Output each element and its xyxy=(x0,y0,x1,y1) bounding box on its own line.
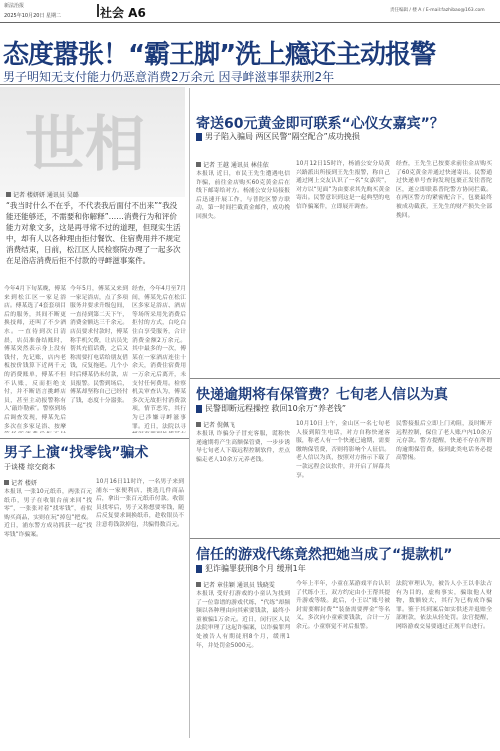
story2-subheadline xyxy=(196,131,360,142)
story3-byline-text: 记者 倪佩飞 xyxy=(203,422,235,429)
divider xyxy=(0,438,189,439)
photo-calligraphy: 世相 xyxy=(25,110,145,180)
story2-column-3: 经查，王先生已按要求前往金店购买了60克黄金并通过快递寄出。民警通过快递单号查询发现包裹正发往普陀区，遂立即联系普陀警方协同拦截。在两区警方的紧密配合下，包裹最终被成功截获，王先生的财产损失全部挽回。 xyxy=(396,161,492,219)
lead-headline: 态度嚣张！“霸王脚”洗上瘾还主动报警 xyxy=(3,40,436,70)
byline-marker xyxy=(196,582,201,587)
issue-date: 2025年10月20日 星期二 xyxy=(4,13,62,19)
story5-column-1: 本报讯 受好打游戏的小童认为找到了一位靠谱的游戏代练，“代练”却频频以各种理由向其索要钱款，最终小童被骗1万余元。近日，闵行区人民法院审理了这起诈骗案，以诈骗罪判处被告人有期徒刑8个月，缓刑1年，并处罚金5000元。 xyxy=(196,591,290,649)
story5-byline-text: 记者 章佳颖 通讯员 钱晓雯 xyxy=(203,582,275,589)
lead-photo xyxy=(0,87,185,197)
lead-byline-text: 记者 楼妍妍 通讯员 吴璐 xyxy=(13,192,79,199)
subhead-marker xyxy=(196,133,202,141)
story3-column-2: 10月10日上午，金山区一名七旬老人接到陌生电话，对方自称快递客服，称老人有一个快递已逾期，需要缴纳保管费，否则将影响个人征信。老人信以为真，按照对方指示下载了一款远程会议软件，并开启了屏幕共享。 xyxy=(296,421,390,479)
story4-byline-text: 记者 楼妍 xyxy=(11,480,37,487)
lead-byline xyxy=(6,190,79,199)
subhead-marker xyxy=(196,405,202,413)
byline-marker xyxy=(196,162,201,167)
lead-column-2: 今年5月，傅某又来到一家足浴店，点了多项服务并要求升级包间，一直待到第二天下午，消费金额达三千余元。店员要求付款时，傅某称手机欠费，让店员先帮其充值话费，之后又称需要打电话给朋友借钱，反复拖延。几个小时后傅某仍未付款，店员报警。民警到场后，傅某却坚称自己已经付了钱，态度十分嚣张。 xyxy=(70,286,128,404)
masthead xyxy=(0,0,500,23)
story2-byline xyxy=(196,160,269,169)
story4-byline xyxy=(4,478,37,487)
divider xyxy=(190,378,500,379)
divider xyxy=(190,538,500,539)
story5-byline xyxy=(196,580,275,589)
story5-column-3: 法院审理认为，被告人小王以非法占有为目的，虚构事实，骗取他人财物，数额较大，其行为已构成诈骗罪。鉴于其到案后如实供述并退赔全部赃款，依法从轻处罚。法官提醒，网络游戏交易要通过正规平台进行。 xyxy=(396,581,492,630)
story4-subheadline: 于谈楼 综交商本 xyxy=(4,463,56,471)
section-marker xyxy=(97,4,99,17)
byline-marker xyxy=(6,192,11,197)
lead-column-3: 经查，今年4月至7月间，傅某先后在松江区多家足浴店、酒店等场所采用先消费后拒付的方式，白吃白住白享受服务，合计消费金额2万余元。其中最多的一次，傅某在一家酒店连住十余天，消费住宿费用一万余元后离开，未支付任何费用。检察机关审查认为，傅某多次无故拒付消费款项，情节恶劣，其行为已涉嫌寻衅滋事罪。近日，法院以寻 xyxy=(132,286,186,430)
story2-subheadline-text: 男子陷入骗局 两区民警“隔空配合”成功挽损 xyxy=(205,132,360,141)
subhead-marker xyxy=(196,565,202,573)
divider xyxy=(0,84,500,85)
story3-byline xyxy=(196,420,235,429)
story5-subheadline-text: 犯诈骗罪获刑8个月 缓刑1年 xyxy=(205,564,306,573)
lead-column-1: 今年4月下旬某晚，傅某来到松江区一家足浴店。傅某选了4套套项目后的服务，其间不断更换技师，还叫了不少酒水。一直待到次日清晨，店员准备结账时，傅某突然表示身上没有钱付，先记账，店内老板按价钱算下近两千元的消费账单，傅某不但不认账，反而拒绝支付，并不断语言挑衅店员，甚至主动报警称有人‘敲诈勒索’。警察到场后调查发现，傅某先后多次在多家足浴、按摩 xyxy=(4,286,66,430)
story2-byline-text: 记者 王越 通讯员 林佳依 xyxy=(203,162,269,169)
byline-marker xyxy=(196,422,201,427)
story4-column-1: 本报讯 一张10元纸币，两张百元纸币，男子在收银台前来回“找零”，一张张对着“找零钱”，看似购买商品，实则在玩“掉包”把戏。近日，浦东警方成功抓获一起“找零钱”诈骗案。 xyxy=(4,489,92,538)
editor-info: 责任编辑 / 楼 A / E-mail:fazhibao@163.com xyxy=(390,8,485,13)
byline-marker xyxy=(4,480,9,485)
story2-column-2: 10月12日15时许，杨浦公安分局黄兴路派出所接到王先生报警，称自己通过网上交友认识了一名“女嘉宾”，对方以“见面”为由要求其先购买黄金寄出。民警意识到这是一起典型的电信诈骗案件，立即展开调查。 xyxy=(296,161,390,210)
story3-subheadline xyxy=(196,403,346,414)
story3-column-3: 民警接报后立即上门劝阻，及时断开远程控制，保住了老人账户内10余万元存款。警方提醒，快递不存在所谓的逾期保管费，接到此类电话务必提高警惕。 xyxy=(396,421,492,462)
column-divider xyxy=(189,88,190,738)
story5-column-2: 今年上半年，小童在某游戏平台认识了代练小王，双方约定由小王帮其提升游戏等级。此后，小王以“账号被封需要解封费”“装备需要押金”等名义，多次向小童索要钱款，合计一万余元。小童察觉不对后报警。 xyxy=(296,581,390,630)
story2-column-1: 本报讯 近日，市民王先生遭遇电信诈骗，前往金店购买60克黄金后在线下邮寄给对方。杨浦公安分局接报后迅速开展工作，与普陀区警方联动，第一时间拦截黄金邮件，成功挽回损失。 xyxy=(196,171,290,220)
lead-intro: “我当时什么不在乎，不代表我后面付不出来”“我没能还能够还，不需要和你解释”……消费行为和评价能力对象文多，这是再寻常不过的道理，但现实生活中，却有人以各种理由拒付餐饮、住宿费用并不规定消费结束，日前，松江区人民检察院办理了一起多次在足浴店消费后拒不付款的寻衅滋事案件。 xyxy=(6,201,181,265)
paper-name: 新法治报 xyxy=(4,3,25,9)
story5-subheadline xyxy=(196,563,306,574)
story3-headline: 快递逾期将有保管费？七旬老人信以为真 xyxy=(196,387,448,403)
story5-headline: 信任的游戏代练竟然把她当成了“提款机” xyxy=(196,547,453,563)
story2-headline: 寄送60元黄金即可联系“心仪女嘉宾”？ xyxy=(196,116,444,132)
story4-headline: 男子上演“找零钱”骗术 xyxy=(4,445,149,461)
story4-column-2: 10月16日11时许，一名男子来到浦东一家便利店，挑选几件商品后，拿出一张百元纸币付款。收银员找零后，男子又称想要零钱，随后反复要求调换纸币，趁收银员不注意将钱款掉包，共骗得数百元。 xyxy=(96,479,184,528)
section-title: 社会 A6 xyxy=(100,6,146,20)
lead-subheadline: 男子明知无支付能力仍恶意消费2万余元 因寻衅滋事罪获刑2年 xyxy=(3,70,335,84)
story3-subheadline-text: 民警即断远程操控 救回10余万“养老钱” xyxy=(205,404,347,413)
story3-column-1: 本报讯 诈骗分子冒充客服，谎称快递逾期将产生高额保管费，一步步诱导七旬老人下载远程控制软件，差点骗走老人10余万元养老钱。 xyxy=(196,431,290,463)
